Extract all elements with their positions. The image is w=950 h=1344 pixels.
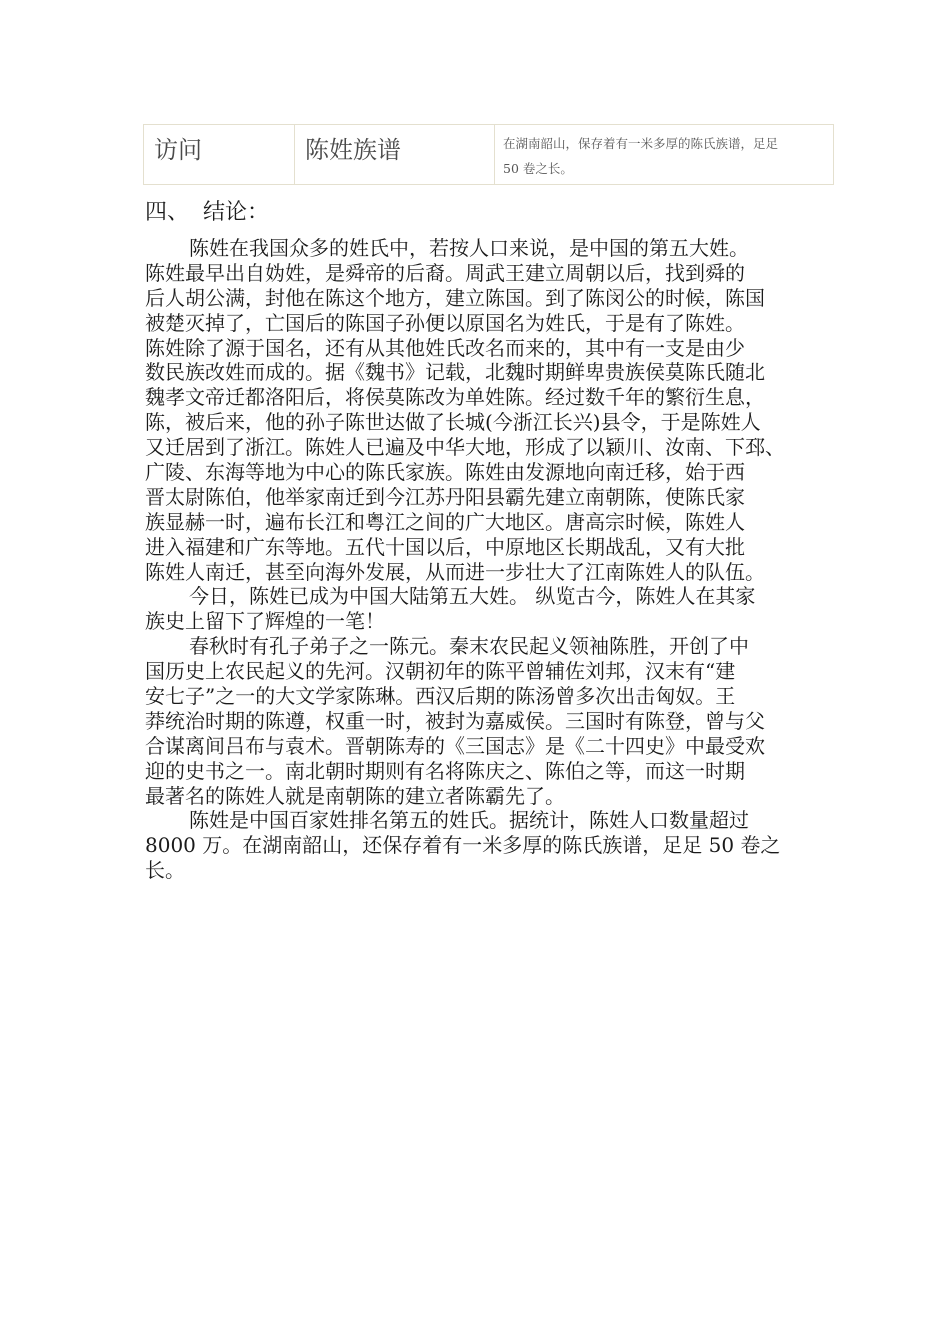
paragraph-line: 陈姓除了源于国名，还有从其他姓氏改名而来的，其中有一支是由少 <box>145 335 745 360</box>
paragraph-line: 后人胡公满，封他在陈这个地方，建立陈国。到了陈闵公的时候，陈国 <box>145 285 765 310</box>
paragraph-line: 春秋时有孔子弟子之一陈元。秦末农民起义领袖陈胜，开创了中 <box>189 634 749 659</box>
paragraph-line: 最著名的陈姓人就是南朝陈的建立者陈霸先了。 <box>145 783 565 808</box>
cell-text <box>495 125 833 181</box>
paragraph-line: 被楚灭掉了，亡国后的陈国子孙便以原国名为姓氏，于是有了陈姓。 <box>145 310 745 335</box>
paragraph-line: 迎的史书之一。南北朝时期则有名将陈庆之、陈伯之等，而这一时期 <box>145 758 745 783</box>
paragraph-line: 合谋离间吕布与袁术。晋朝陈寿的《三国志》是《二十四史》中最受欢 <box>145 733 765 758</box>
paragraph-line: 族史上留下了辉煌的一笔！ <box>145 609 385 634</box>
cell-text: 访问 <box>154 136 202 164</box>
table-cell-finding <box>495 125 834 185</box>
table-cell-subject <box>295 125 495 185</box>
cell-text: 陈姓族谱 <box>305 136 401 164</box>
paragraph-line: 莽统治时期的陈遵，权重一时，被封为嘉威侯。三国时有陈登，曾与父 <box>145 708 765 733</box>
table-row <box>144 125 834 185</box>
paragraph-line: 数民族改姓而成的。据《魏书》记载，北魏时期鲜卑贵族侯莫陈氏随北 <box>145 360 765 385</box>
table-cell-method <box>144 125 295 185</box>
conclusion-body <box>145 236 809 883</box>
paragraph-line: 广陵、东海等地为中心的陈氏家族。陈姓由发源地向南迁移，始于西 <box>145 460 745 485</box>
paragraph-line: 陈姓人南迁，甚至向海外发展，从而进一步壮大了江南陈姓人的队伍。 <box>145 559 765 584</box>
info-table <box>143 124 834 185</box>
paragraph-line: 又迁居到了浙江。陈姓人已遍及中华大地，形成了以颖川、汝南、下邳、 <box>145 435 785 460</box>
paragraph-line: 陈姓是中国百家姓排名第五的姓氏。据统计，陈姓人口数量超过 <box>189 808 749 833</box>
section-heading: 四、 结论： <box>145 200 269 225</box>
paragraph-line: 族显赫一时，遍布长江和粤江之间的广大地区。唐高宗时候，陈姓人 <box>145 509 745 534</box>
paragraph-line: 长。 <box>145 858 185 883</box>
cell-line: 50 卷之长。 <box>503 161 573 176</box>
paragraph-line: 陈，被后来，他的孙子陈世达做了长城(今浙江长兴)县令，于是陈姓人 <box>145 410 761 435</box>
paragraph-line: 8000 万。在湖南韶山，还保存着有一米多厚的陈氏族谱，足足 50 卷之 <box>145 833 781 858</box>
paragraph-line: 今日，陈姓已成为中国大陆第五大姓。 纵览古今，陈姓人在其家 <box>189 584 756 609</box>
cell-line: 在湖南韶山，保存着有一米多厚的陈氏族谱，足足 <box>503 136 779 151</box>
paragraph-line: 陈姓在我国众多的姓氏中，若按人口来说，是中国的第五大姓。 <box>189 236 749 260</box>
paragraph-line: 晋太尉陈伯，他举家南迁到今江苏丹阳县霸先建立南朝陈，使陈氏家 <box>145 484 745 509</box>
paragraph-line: 魏孝文帝迁都洛阳后，将侯莫陈改为单姓陈。经过数千年的繁衍生息， <box>145 385 765 410</box>
paragraph-line: 安七子”之一的大文学家陈琳。西汉后期的陈汤曾多次出击匈奴。王 <box>145 684 736 709</box>
paragraph-line: 国历史上农民起义的先河。汉朝初年的陈平曾辅佐刘邦，汉末有“建 <box>145 659 736 684</box>
paragraph-line: 进入福建和广东等地。五代十国以后，中原地区长期战乱，又有大批 <box>145 534 745 559</box>
paragraph-line: 陈姓最早出自妫姓，是舜帝的后裔。周武王建立周朝以后，找到舜的 <box>145 260 745 285</box>
